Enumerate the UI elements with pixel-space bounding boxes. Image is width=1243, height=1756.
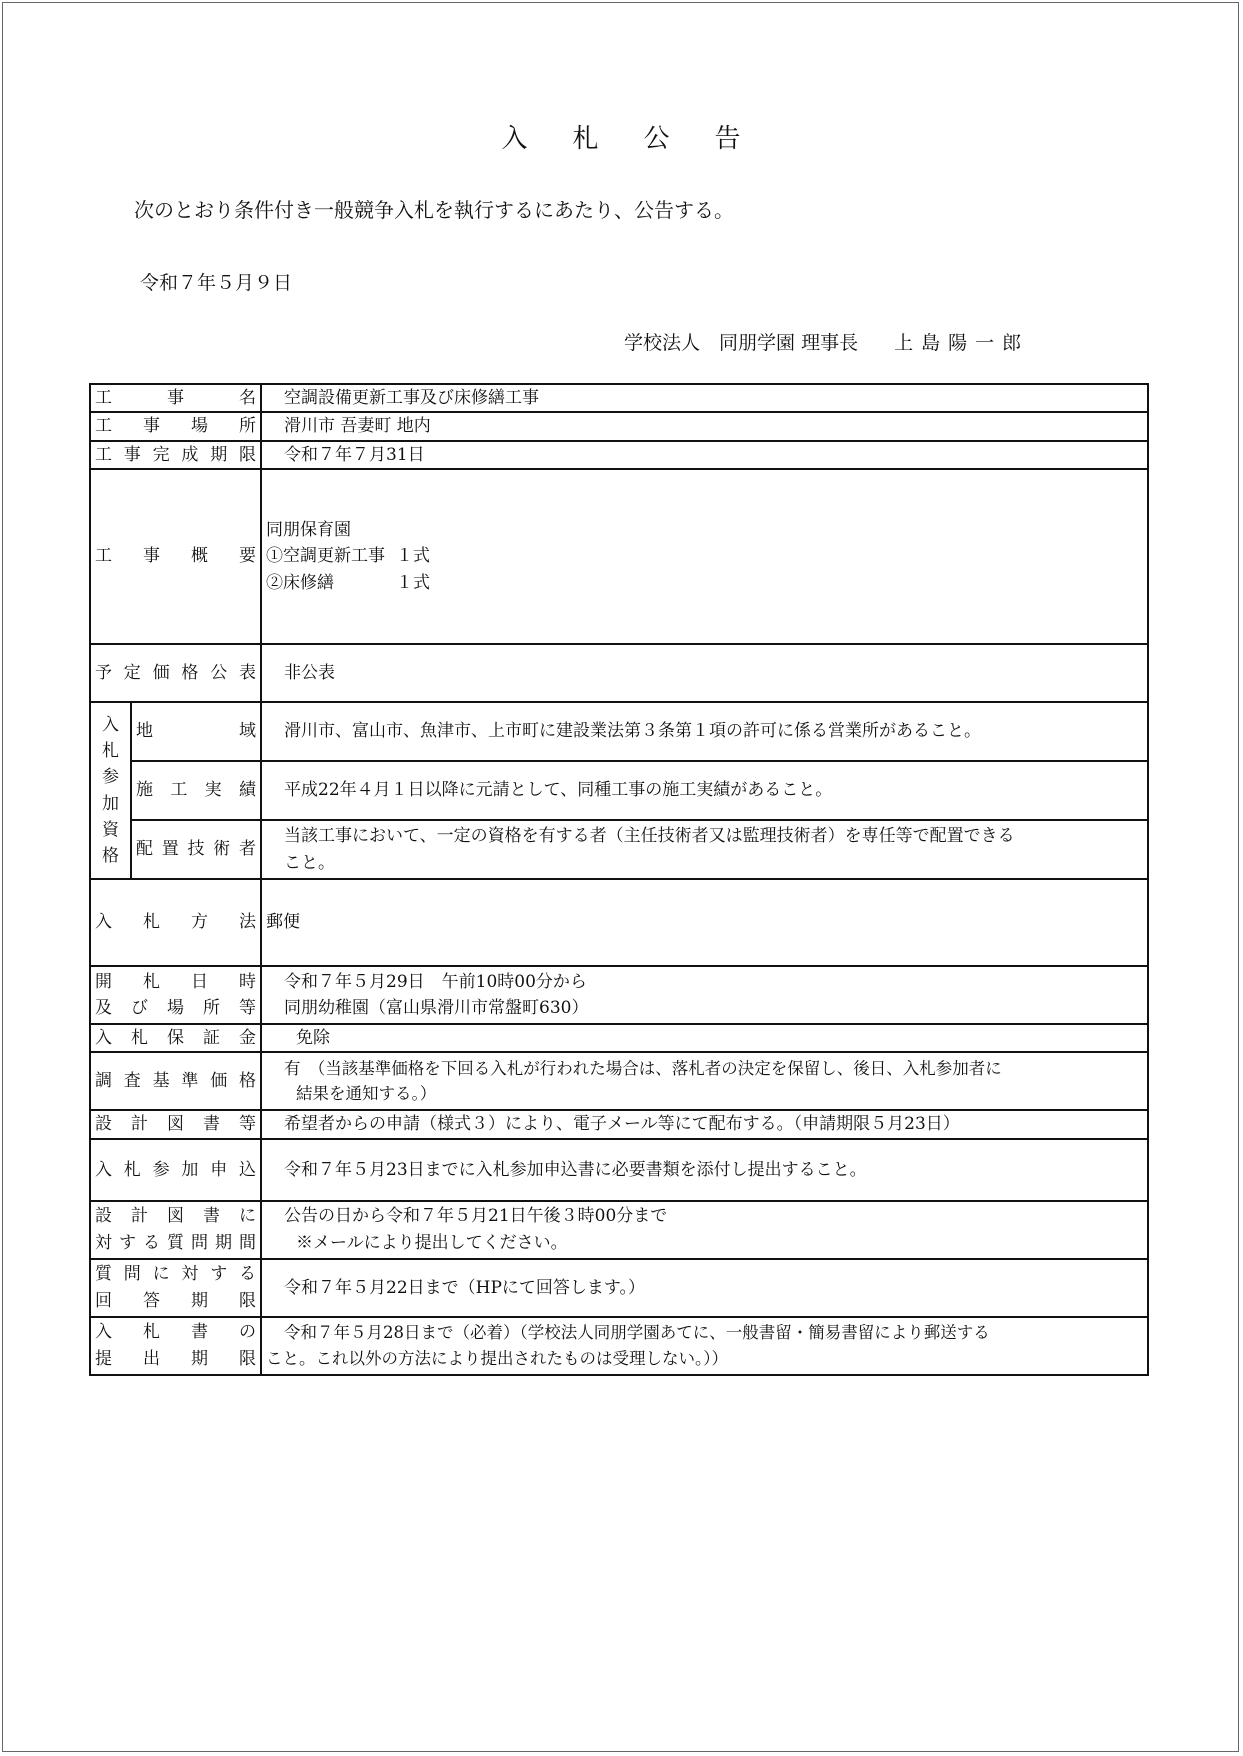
label-char: 同朋幼稚園（富山県滑川市常盤町630） [284,998,589,1019]
label-char: 札 [143,971,160,992]
title-char: 入 [501,124,529,154]
label-text [95,1346,256,1372]
label-char: 工 [95,546,112,567]
label-yotei-kakaku [90,644,261,702]
label-char: 日 [191,971,208,992]
label-char: 者 [239,839,256,860]
label-char: に [152,1264,170,1285]
label-char: す [210,1264,228,1285]
row-koji-mei [90,384,1148,412]
label-char: 札 [143,912,160,933]
value-chiiki: 滑川市、富山市、魚津市、上市町に建設業法第３条第１項の許可に係る営業所があること。 [284,721,981,742]
label-char: 加 [181,1159,199,1180]
label-char: 事 [167,388,184,408]
page-title [0,118,1243,155]
label-sekkei [90,1110,261,1138]
label-char: 概 [191,546,208,567]
row-hoho [90,879,1148,966]
label-char: 成 [181,444,199,465]
label-char: こと。 [284,852,335,873]
value-teishutsu [261,1317,1148,1375]
label-char: 公 [210,662,228,683]
label-text [95,413,256,439]
row-gaiyo [90,469,1148,644]
label-char: 等 [239,998,256,1019]
row-kaisatsu [90,966,1148,1024]
label-char: 方 [191,912,208,933]
intro-text: 次のとおり条件付き一般競争入札を執行するにあたり、公告する。 [134,198,734,222]
label-char: 開 [95,971,112,992]
label-char: 事 [143,416,160,437]
label-char: 提 [95,1348,112,1369]
label-char: 計 [131,1114,148,1135]
label-char: 札 [102,740,119,761]
row-kansei-kigen [90,441,1148,469]
label-char: 結果を通知する。） [296,1084,437,1104]
label-char: 保 [167,1028,184,1049]
label-char: 札 [143,1322,160,1343]
label-moushikomi [90,1139,261,1201]
label-text [95,1068,256,1094]
label-char: 格 [181,662,199,683]
gaiyo-item-2 [266,570,1143,596]
label-char: 名 [239,388,256,408]
label-text [95,969,256,995]
label-char: 参 [152,1159,170,1180]
title-char: 札 [572,124,600,154]
label-char: ②床修繕 [266,572,334,593]
label-text [95,1025,256,1051]
label-char: 配 [136,839,153,860]
label-chiiki [131,702,261,761]
label-char: 札 [123,1159,141,1180]
label-char: 工 [170,780,188,801]
label-char: 時 [239,971,256,992]
label-koji-basho [90,412,261,440]
label-shikaku-group [90,702,131,879]
value-kaisatsu [261,966,1148,1024]
label-hoho [90,879,261,966]
label-char: 入 [95,912,112,933]
label-char: 加 [102,793,119,814]
label-char: び [131,998,148,1019]
row-sekkei [90,1110,1148,1138]
value-moushikomi: 令和７年５月23日までに入札参加申込書に必要書類を添付し提出すること。 [284,1159,867,1180]
row-yotei-kakaku [90,644,1148,702]
label-char: 事 [143,546,160,567]
label-gaiyo [90,469,261,644]
label-char: 基 [152,1071,170,1092]
row-shikaku-jisseki [90,761,1148,820]
label-text [95,660,256,686]
label-text [95,385,256,411]
row-kaito [90,1259,1148,1317]
label-char: １式 [396,546,430,567]
label-char: 価 [210,1071,228,1092]
label-char: 格 [102,846,119,867]
label-text [136,718,266,744]
label-text [95,442,256,468]
label-char: 価 [152,662,170,683]
label-char: 地 [136,721,153,742]
label-char: 参 [102,767,119,788]
value-yotei-kakaku: 非公表 [284,662,335,683]
label-text [95,995,256,1021]
label-char: １式 [396,572,430,593]
label-char: 間 [239,1232,256,1253]
row-shikaku-chiiki [90,702,1148,761]
row-shikaku-gijutsusha [90,820,1148,879]
vertical-label [95,708,126,874]
value-hoshokin: 免除 [296,1028,330,1049]
label-char: 限 [239,1348,256,1369]
label-char: 法 [239,912,256,933]
label-char: 図 [167,1114,184,1135]
label-char: 場 [191,416,208,437]
label-char: の [239,1322,256,1343]
value-sekkei: 希望者からの申請（様式３）により、電子メール等にて配布する。（申請期限５月23日） [284,1114,960,1135]
label-char: 当該工事において、一定の資格を有する者（主任技術者又は監理技術者）を専任等で配置できる [284,826,1015,847]
label-char: 回 [95,1290,112,1311]
issuer [624,328,1029,355]
label-hoshokin [90,1024,261,1052]
label-char: 格 [238,1071,256,1092]
label-char: 金 [239,1028,256,1049]
label-kansei-kigen [90,441,261,469]
value-kaito: 令和７年５月22日まで（HPにて回答します。） [284,1277,646,1298]
label-char: 書 [203,1114,220,1135]
label-char: 事 [123,444,141,465]
label-char: 実 [204,780,222,801]
label-char: 有 （当該基準価格を下回る入札が行われた場合は、落札者の決定を保留し、後日、入札参加者に [284,1058,1002,1078]
label-text [95,1230,256,1256]
label-char: 入 [95,1028,112,1049]
label-char: 限 [239,1290,256,1311]
label-char: 入 [95,1159,112,1180]
label-text [95,1261,256,1287]
label-char: 入 [102,714,119,735]
label-char: 術 [213,839,231,860]
gaiyo-item-1 [266,543,1143,569]
label-text [95,543,256,569]
row-hoshokin [90,1024,1148,1052]
label-char: 場 [167,998,184,1019]
label-char: 予 [95,662,112,683]
label-char: 限 [238,444,256,465]
label-char: る [143,1232,160,1253]
row-koji-basho [90,412,1148,440]
label-char: 技 [187,839,205,860]
label-char: 証 [203,1028,220,1049]
label-text [95,1319,256,1345]
label-char: 設 [95,1114,112,1135]
label-char: 表 [238,662,256,683]
value-koji-mei: 空調設備更新工事及び床修繕工事 [284,388,539,408]
label-char: 込 [238,1159,256,1180]
label-char: 答 [143,1290,160,1311]
label-char: 施 [136,780,153,801]
label-char: 図 [167,1206,184,1227]
row-shitsumon [90,1201,1148,1259]
label-char: 質 [95,1264,112,1285]
label-jisseki [131,761,261,820]
label-char: 工 [95,444,112,465]
notice-table [89,383,1149,1376]
label-text [136,777,256,803]
label-text [95,1203,256,1229]
value-hoho: 郵便 [266,912,300,933]
row-teishutsu [90,1317,1148,1375]
label-char: ①空調更新工事 [266,546,385,567]
label-char: 質 [167,1232,184,1253]
label-char: 調 [95,1071,112,1092]
label-char: 設 [95,1206,112,1227]
label-kaito [90,1259,261,1317]
label-text [136,836,256,862]
label-char: 公告の日から令和７年５月21日午後３時00分まで [284,1206,668,1227]
label-shitsumon [90,1201,261,1259]
label-char: 資 [102,819,119,840]
label-char: 所 [203,998,220,1019]
gaiyo-facility: 同朋保育園 [266,520,351,541]
issuer-role: 理事長 [801,332,859,354]
label-char: 対 [181,1264,199,1285]
label-char: 工 [95,388,112,408]
label-char: 申 [210,1159,228,1180]
label-chosa [90,1052,261,1110]
label-char: 令和７年５月28日まで（必着）（学校法人同朋学園あてに、一般書留・簡易書留により郵送する [284,1323,990,1343]
label-char: 所 [239,416,256,437]
label-char: 問 [123,1264,141,1285]
title-char: 告 [714,124,742,154]
label-char: 問 [191,1232,208,1253]
value-shitsumon [261,1201,1148,1259]
issuer-name: 上島陽一郎 [894,332,1030,354]
issuer-org: 学校法人 同朋学園 [624,332,796,354]
label-char: 績 [238,780,256,801]
label-char: 置 [161,839,179,860]
value-koji-basho: 滑川市 吾妻町 地内 [284,416,431,437]
label-char: 出 [143,1348,160,1369]
value-jisseki: 平成22年４月１日以降に元請として、同種工事の施工実績があること。 [284,780,833,801]
label-char: 札 [131,1028,148,1049]
value-gijutsusha [261,820,1148,879]
label-char: 期 [191,1348,208,1369]
value-gaiyo [261,469,1148,644]
label-char: 令和７年５月29日 午前10時00分から [284,971,587,992]
value-kansei-kigen: 令和７年７月31日 [284,444,425,465]
label-char: 域 [239,721,256,742]
label-char: 準 [181,1071,199,1092]
label-char: 完 [152,444,170,465]
label-gijutsusha [131,820,261,879]
label-char: 要 [239,546,256,567]
label-char: 等 [239,1114,256,1135]
label-char: 及 [95,998,112,1019]
label-text [95,909,260,935]
label-char: ※メールにより提出してください。 [296,1232,568,1253]
notice-date: 令和７年５月９日 [140,272,293,294]
label-koji-mei [90,384,261,412]
label-teishutsu [90,1317,261,1375]
label-text [95,1157,256,1183]
label-char: 書 [203,1206,220,1227]
label-char: こと。これ以外の方法により提出されたものは受理しない。）） [266,1348,728,1368]
label-char: す [119,1232,136,1253]
label-char: 入 [95,1322,112,1343]
label-char: 定 [123,662,141,683]
row-chosa [90,1052,1148,1110]
label-char: 期 [191,1290,208,1311]
title-char: 公 [643,124,671,154]
label-char: 査 [123,1071,141,1092]
row-moushikomi [90,1139,1148,1201]
label-char: 対 [95,1232,112,1253]
label-char: 工 [95,416,112,437]
label-kaisatsu [90,966,261,1024]
label-char: に [239,1206,256,1227]
label-text [95,1111,256,1137]
label-char: 計 [131,1206,148,1227]
label-char: 書 [191,1322,208,1343]
label-char: る [238,1264,256,1285]
label-text [95,1288,256,1314]
value-chosa [261,1052,1148,1110]
label-char: 期 [215,1232,232,1253]
label-char: 期 [210,444,228,465]
